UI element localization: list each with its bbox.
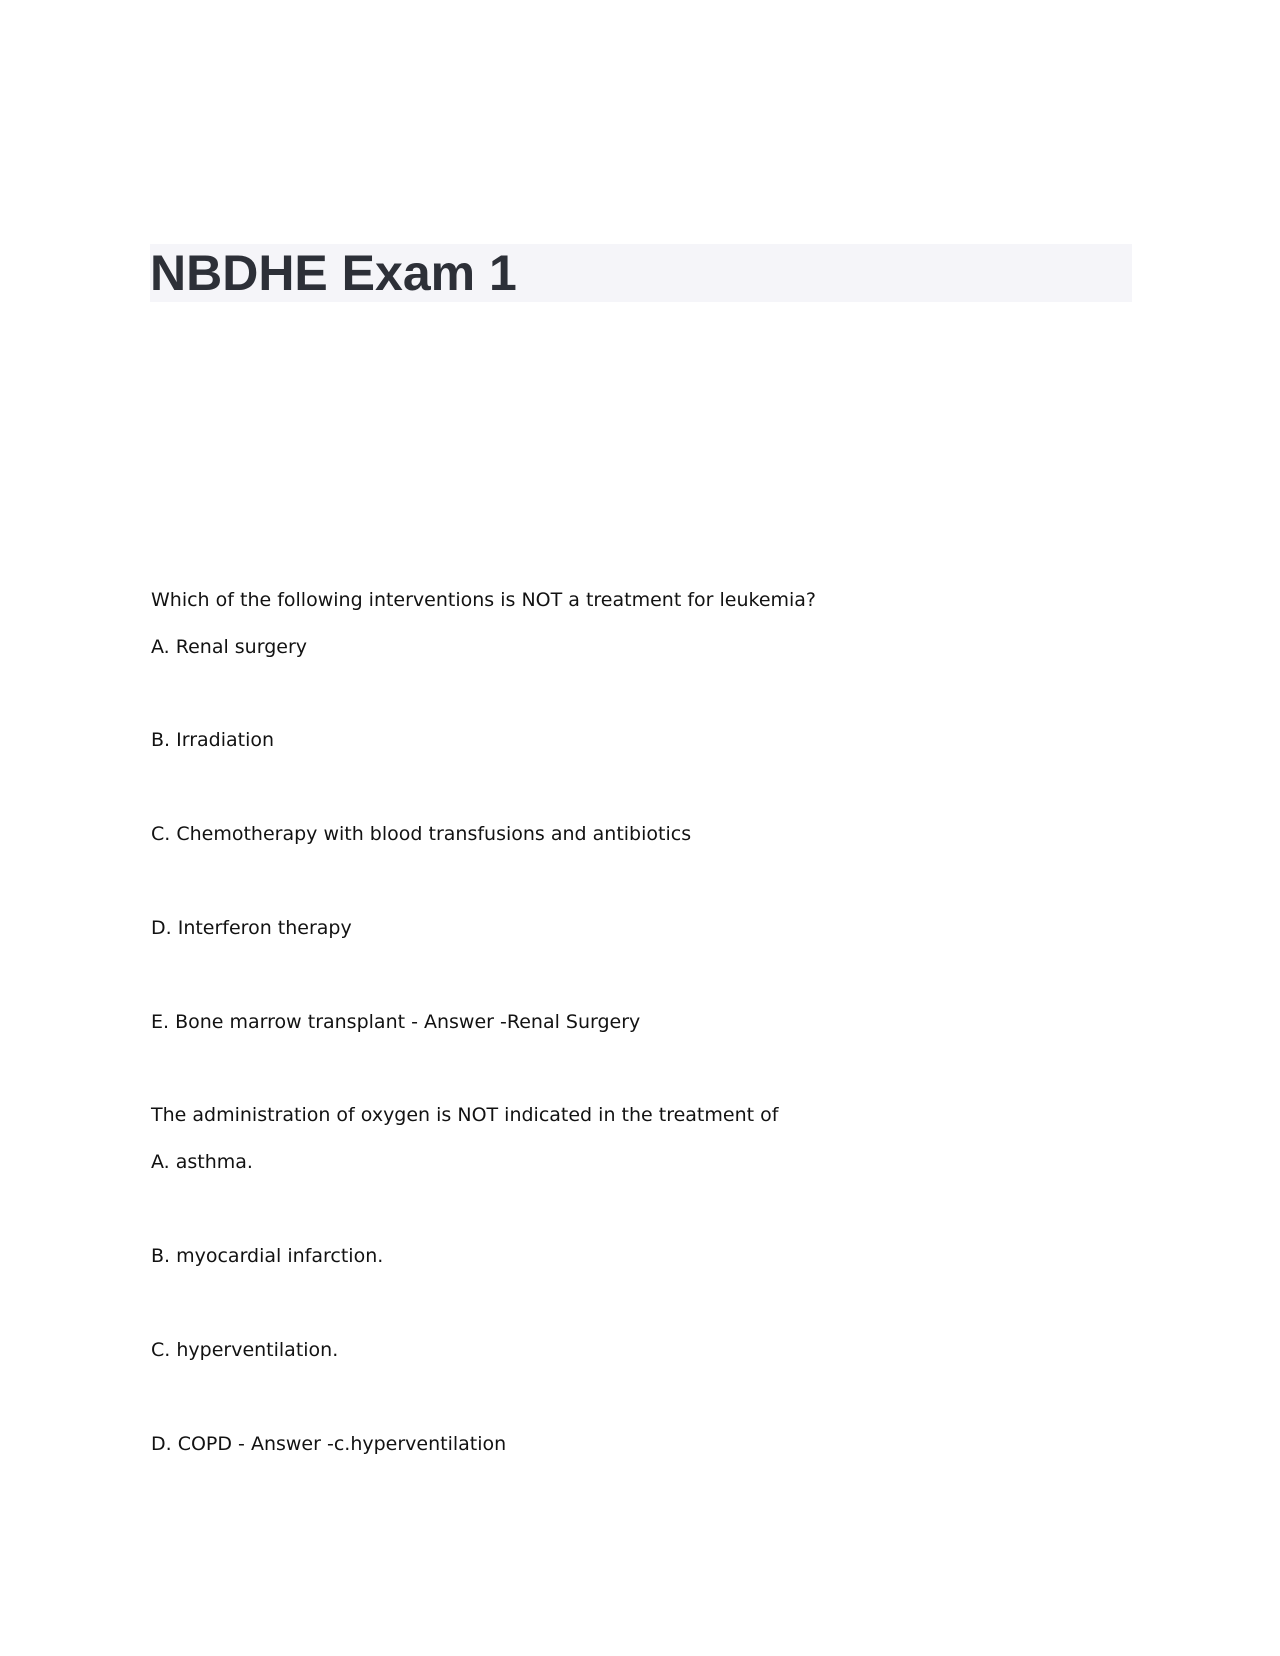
question-2-option-a: A. asthma. [151,1151,253,1173]
document-title: NBDHE Exam 1 [150,245,517,301]
question-1-option-d: D. Interferon therapy [151,917,352,939]
question-1-option-b: B. Irradiation [151,729,275,751]
question-1-option-c: C. Chemotherapy with blood transfusions and antibiotics [151,823,692,845]
question-1-option-a: A. Renal surgery [151,636,308,658]
question-1-option-e: E. Bone marrow transplant - Answer -Renal Surgery [151,1011,641,1033]
question-2-prompt: The administration of oxygen is NOT indicated in the treatment of [151,1104,779,1126]
question-1-prompt: Which of the following interventions is NOT a treatment for leukemia? [151,589,817,611]
question-2-option-b: B. myocardial infarction. [151,1245,384,1267]
question-2-option-d: D. COPD - Answer -c.hyperventilation [151,1433,507,1455]
question-2-option-c: C. hyperventilation. [151,1339,339,1361]
